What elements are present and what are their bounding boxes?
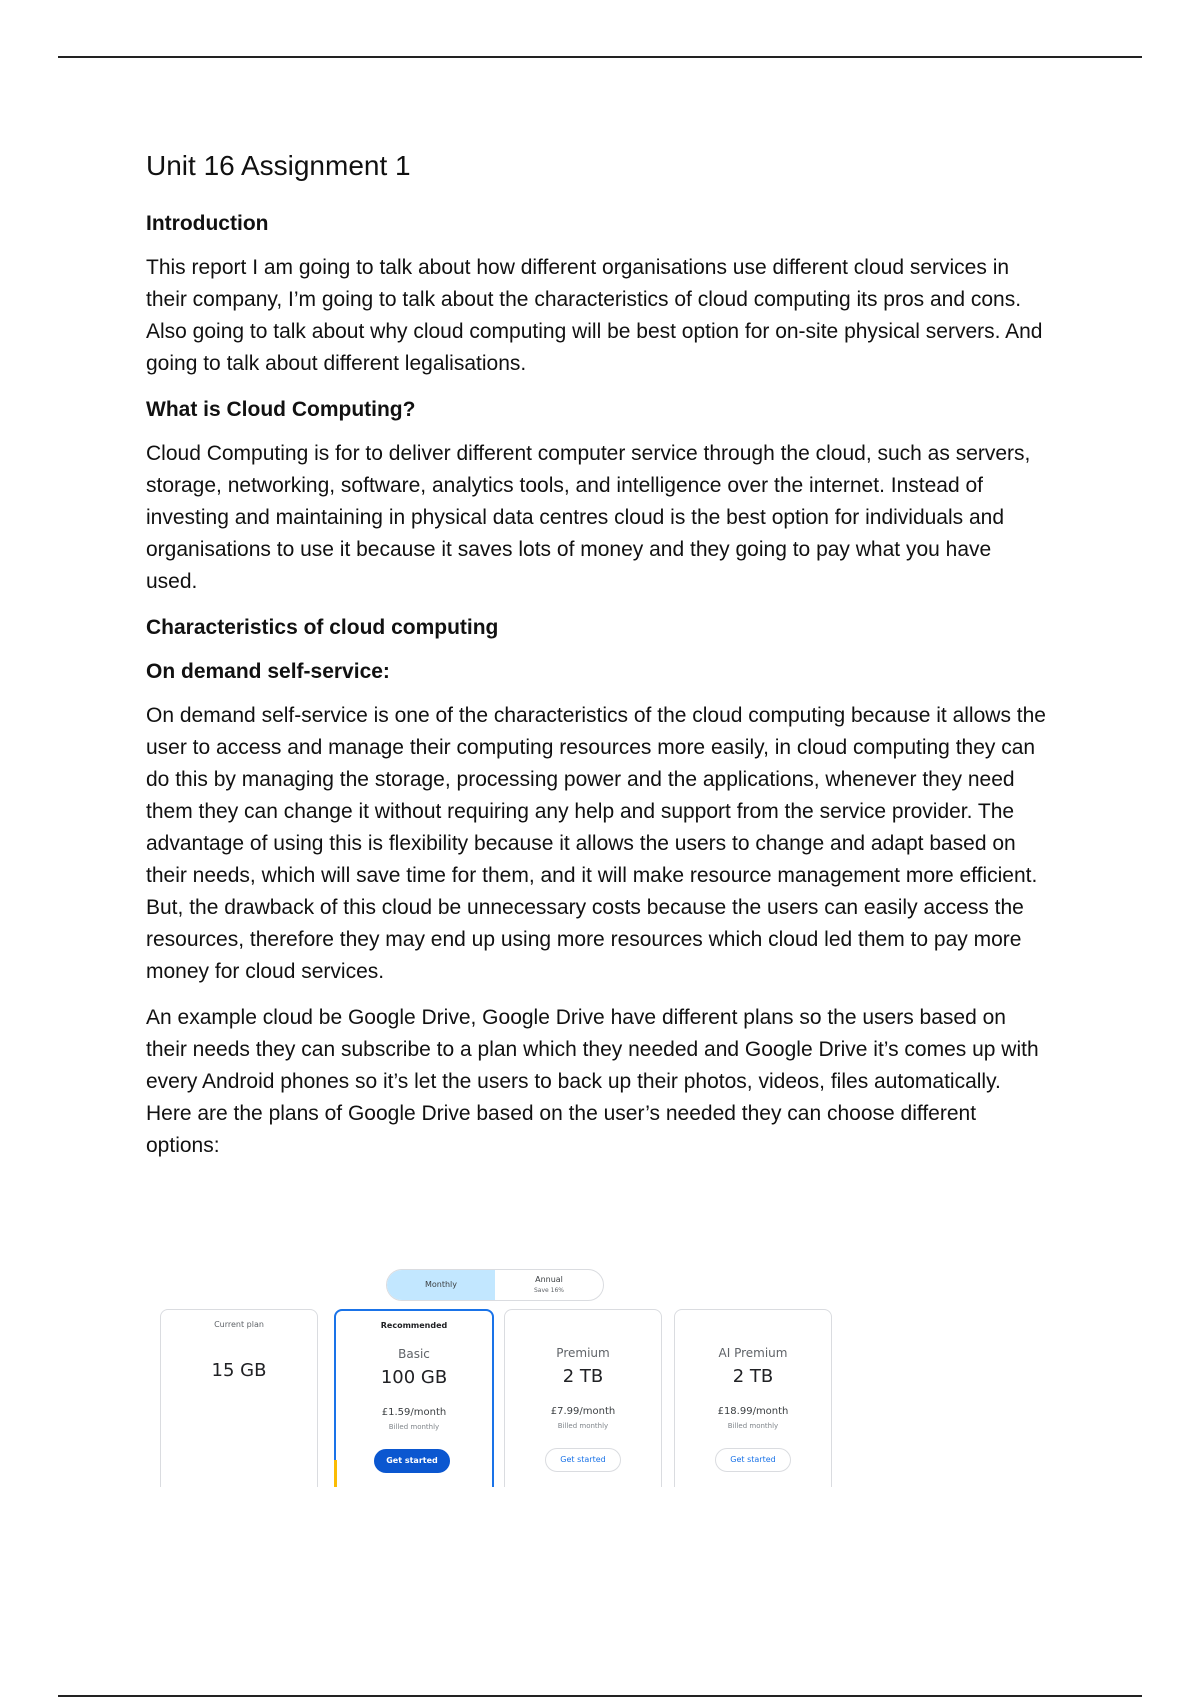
plan-billing: Billed monthly xyxy=(557,1422,609,1430)
plan-name: Basic xyxy=(398,1347,430,1361)
section-heading-what-is-cloud: What is Cloud Computing? xyxy=(146,398,416,421)
plan-billing: Billed monthly xyxy=(388,1423,440,1431)
on-demand-paragraph: On demand self-service is one of the characteristics of the cloud computing because it allows the user to access and manage their computing resources more easily, in cloud computing they can do this by managing the storage, processing power and the applications, whenever they need them they can change it without requiring any help and support from the service provider. The advantage of using this is flexibility because it allows the users to change and adapt based on their needs, which will save time for them, and it will make resource management more efficient. But, the drawback of this cloud be unnecessary costs because the users can easily access the resources, therefore they may end up using more resources which cloud led them to pay more money for cloud services. xyxy=(146,704,1046,983)
section-heading-characteristics: Characteristics of cloud computing xyxy=(146,616,499,639)
plan-name: AI Premium xyxy=(718,1346,788,1360)
plan-card-ai-premium xyxy=(674,1309,832,1487)
plan-card-premium xyxy=(504,1309,662,1487)
toggle-annual-note: Save 16% xyxy=(534,1287,564,1294)
what-is-cloud-paragraph: Cloud Computing is for to deliver different computer service through the cloud, such as servers, storage, networking, software, analytics tools, and intelligence over the internet. Instead of investing and maintaining in physical data centres cloud is the best option for individuals and organisations to use it because it saves lots of money and they going to pay what you have used. xyxy=(146,442,1031,593)
plan-name: Premium xyxy=(556,1346,610,1360)
document-title: Unit 16 Assignment 1 xyxy=(146,150,411,181)
section-heading-introduction: Introduction xyxy=(146,212,269,235)
plan-storage: 15 GB xyxy=(211,1360,267,1381)
plan-storage: 2 TB xyxy=(562,1366,604,1387)
toggle-monthly[interactable]: Monthly xyxy=(387,1270,495,1300)
plan-card-current xyxy=(160,1309,318,1487)
plan-price: £18.99/month xyxy=(717,1406,789,1417)
get-started-button[interactable]: Get started xyxy=(715,1448,791,1472)
get-started-button[interactable]: Get started xyxy=(374,1449,450,1473)
document-body xyxy=(146,146,1046,1176)
plan-tag: Recommended xyxy=(380,1321,448,1330)
plan-tag: Current plan xyxy=(214,1320,264,1329)
introduction-paragraph: This report I am going to talk about how different organisations use different cloud services in their company, I’m going to talk about the characteristics of cloud computing its pros and cons. Also going to talk about why cloud computing will be best option for on-site physical servers. And going to talk about different legalisations. xyxy=(146,256,1043,375)
section-heading-on-demand: On demand self-service: xyxy=(146,660,390,683)
plan-billing: Billed monthly xyxy=(727,1422,779,1430)
plan-storage: 2 TB xyxy=(732,1366,774,1387)
get-started-button[interactable]: Get started xyxy=(545,1448,621,1472)
plan-price: £7.99/month xyxy=(550,1406,616,1417)
google-drive-paragraph: An example cloud be Google Drive, Google Drive have different plans so the users based on their needs they can subscribe to a plan which they needed and Google Drive it’s comes up with every Android phones so it’s let the users to back up their photos, videos, files automatically. Here are the plans of Google Drive based on the user’s needed they can choose different options: xyxy=(146,1006,1039,1157)
toggle-annual-label: Annual xyxy=(535,1275,563,1284)
plan-storage: 100 GB xyxy=(380,1367,448,1388)
toggle-annual[interactable] xyxy=(495,1270,603,1300)
google-drive-plans-image xyxy=(146,1255,836,1487)
plan-card-basic xyxy=(334,1309,494,1487)
plan-price: £1.59/month xyxy=(381,1407,447,1418)
header-rule xyxy=(58,56,1142,58)
footer-rule xyxy=(58,1695,1142,1697)
billing-toggle[interactable] xyxy=(386,1269,604,1301)
